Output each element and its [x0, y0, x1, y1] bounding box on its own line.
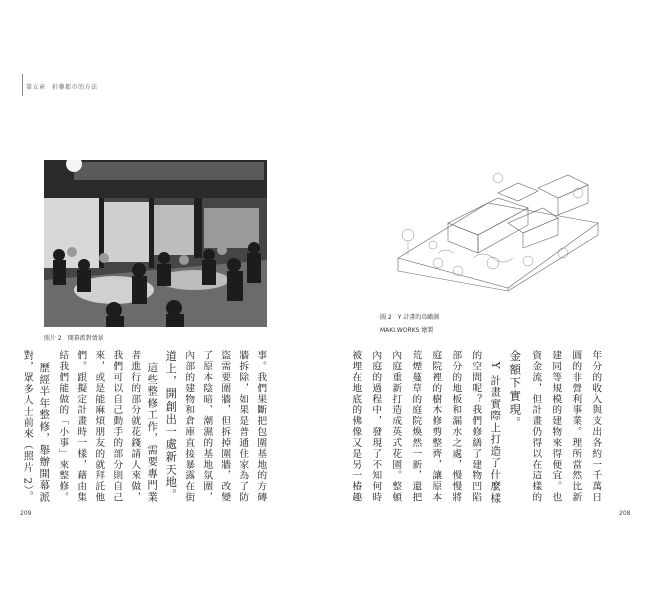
- left-text-col-13: 歷經半年整修，舉辦開幕派: [38, 350, 51, 503]
- right-text-col-13: 內庭的過程中，發現了不知何時: [370, 350, 382, 503]
- left-text-col-11: 們。跟擬定計畫時一樣，藉由集: [75, 350, 87, 503]
- right-text-col-12: 內庭重新打造成英式花園。整頓: [390, 350, 402, 503]
- left-text-col-10: 來，或是能麻煩朋友的就拜託他: [93, 350, 105, 503]
- right-text-col-1: 年分的收入與支出各約一千萬日: [590, 350, 602, 503]
- right-text-col-11: 荒煙蔓草的庭院煥然一新，還把: [410, 350, 422, 503]
- running-head: 第五章 折疊都市的方法: [26, 84, 98, 91]
- right-text-col-14: 被埋在地底的佛像又是另一椿趣: [350, 350, 362, 503]
- right-text-col-8: 的空間呢？我們修繕了建物凹陷: [470, 350, 482, 503]
- right-text-col-5: 資金流，但計畫仍得以在這樣的: [530, 350, 542, 503]
- left-text-col-4: 了原本陰暗、潮濕的基地氛圍，: [201, 350, 213, 503]
- birdseye-drawing: [378, 163, 606, 293]
- party-photo: [44, 160, 267, 327]
- left-text-col-14: 對，眾多人士前來（照片 2）。: [21, 350, 33, 503]
- right-text-col-6: 金額下實現。: [508, 350, 523, 430]
- left-text-col-2: 牆拆除，如果是普通住家為了防: [237, 350, 249, 503]
- left-text-col-5: 內部的建物和倉庫直接暴露在街: [183, 350, 195, 503]
- left-page-number: 209: [20, 510, 32, 517]
- right-text-col-2: 圓的非營利事業。理所當然比新: [570, 350, 582, 503]
- left-text-col-1: 事。我們果斷把包圍基地的方磚: [255, 350, 267, 503]
- drawing-caption: 圖 2 Y 計畫的鳥瞰圖: [380, 314, 440, 321]
- left-text-col-3: 盜需要圍牆，但拆掉圍牆，改變: [219, 350, 231, 503]
- right-text-col-3: 建同等規模的建物來得便宜。也: [550, 350, 562, 503]
- left-text-col-7: 這些整修工作，需要專門業: [146, 350, 159, 503]
- header-rule: [22, 74, 23, 96]
- left-text-col-6: 道上，開創出一處新天地。: [164, 350, 178, 502]
- photo-caption: 照片 2 開幕派對情景: [44, 335, 104, 342]
- left-text-col-12: 結我們能做的「小事」來整修。: [57, 350, 69, 503]
- right-page-number: 208: [619, 510, 631, 517]
- right-text-col-7: Y 計畫實際上打造了什麼樣: [489, 350, 502, 504]
- drawing-credit: MAKI.WORKS 繪製: [380, 327, 434, 334]
- right-text-col-10: 庭院裡的樹木修剪整齊，讓原本: [430, 350, 442, 503]
- left-text-col-8: 者進行的部分就花錢請人來做，: [129, 350, 141, 503]
- right-text-col-9: 部分的地板和漏水之處，慢慢將: [450, 350, 462, 503]
- left-text-col-9: 我們可以自己動手的部分則自己: [111, 350, 123, 503]
